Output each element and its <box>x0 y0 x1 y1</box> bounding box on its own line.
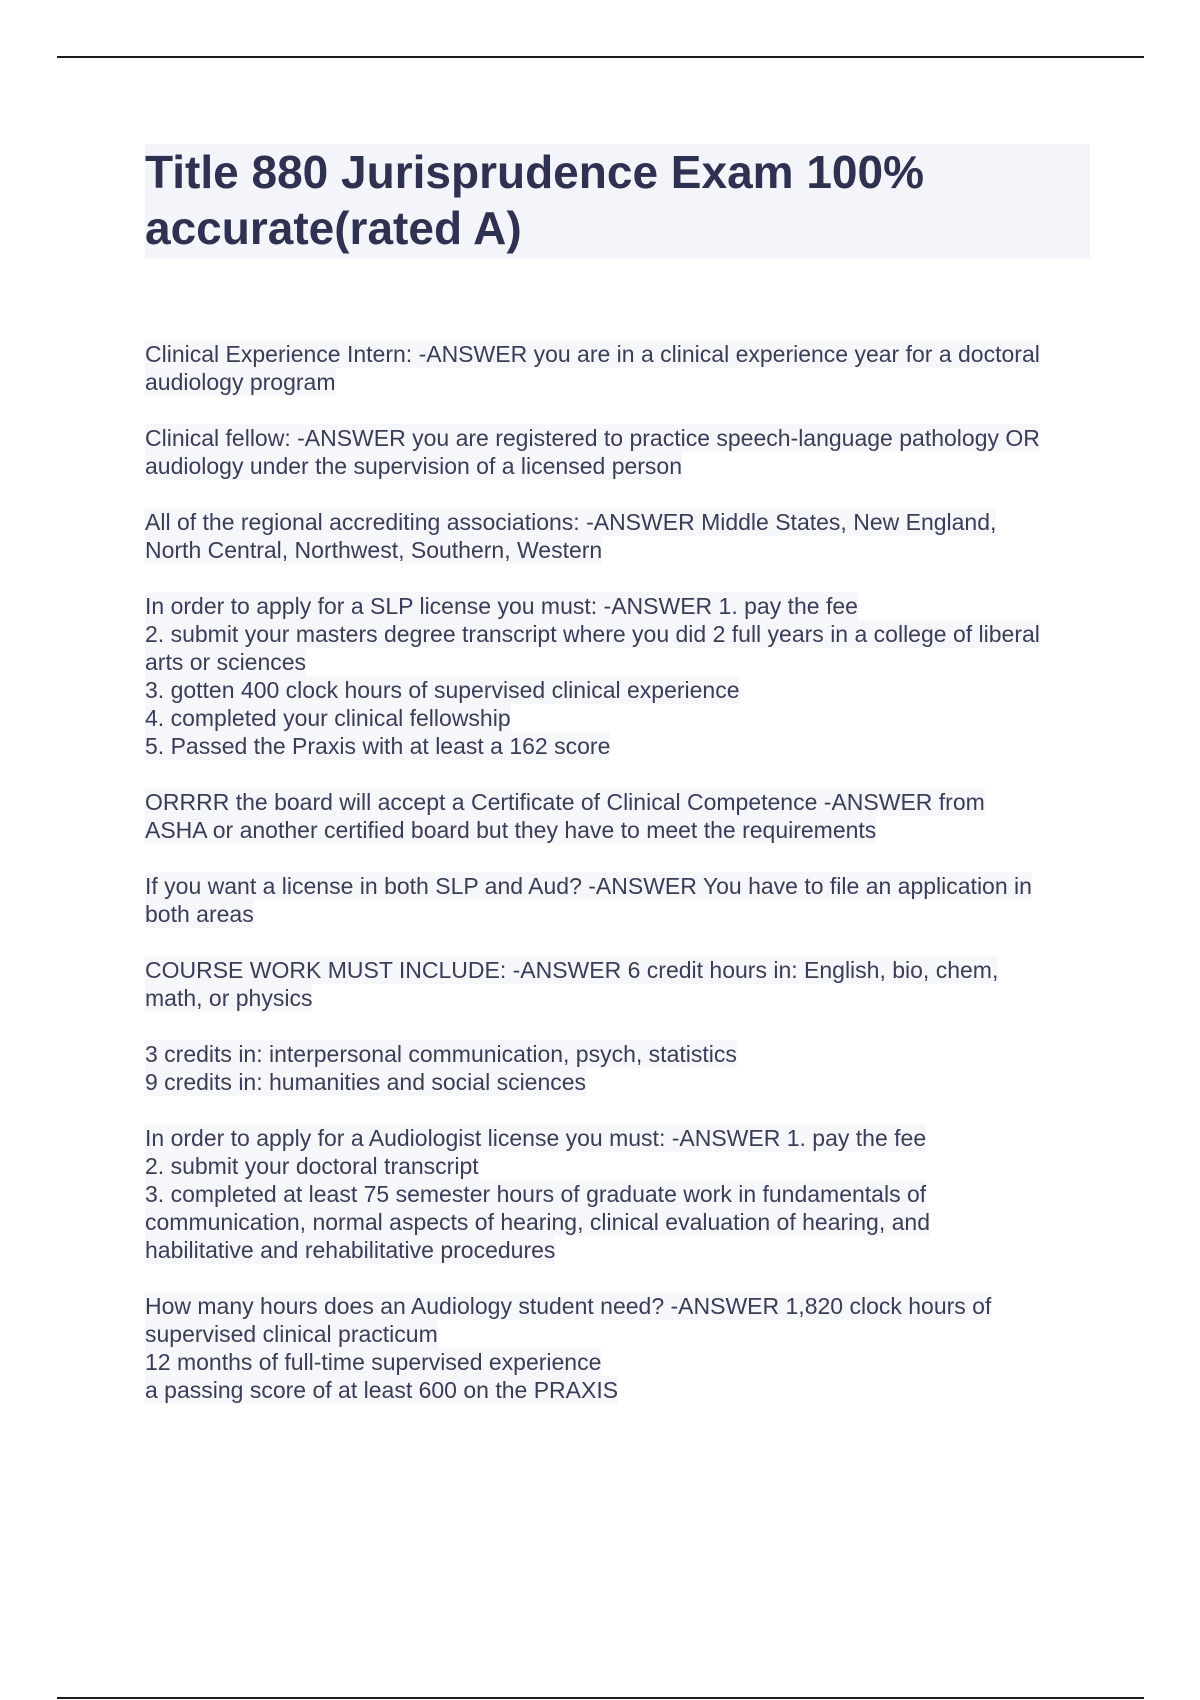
qa-entry-certificate-clinical-competence <box>145 788 1090 844</box>
qa-line: How many hours does an Audiology student need? -ANSWER 1,820 clock hours of <box>145 1293 992 1319</box>
title-line-2: accurate(rated A) <box>145 202 522 254</box>
qa-entry-audiologist-license <box>145 1124 1090 1264</box>
qa-line: ASHA or another certified board but they have to meet the requirements <box>145 817 877 843</box>
document-body <box>145 144 1090 1432</box>
qa-entry-clinical-fellow <box>145 424 1090 480</box>
qa-entry-credits <box>145 1040 1090 1096</box>
qa-line: both areas <box>145 901 254 927</box>
qa-line: 9 credits in: humanities and social sciences <box>145 1069 587 1095</box>
qa-entry-clinical-experience-intern <box>145 340 1090 396</box>
top-rule <box>57 56 1144 58</box>
qa-line: 2. submit your masters degree transcript where you did 2 full years in a college of liberal <box>145 621 1040 647</box>
qa-line: 4. completed your clinical fellowship <box>145 705 511 731</box>
qa-line: audiology program <box>145 369 336 395</box>
title-line-1: Title 880 Jurisprudence Exam 100% <box>145 146 924 198</box>
bottom-rule <box>57 1697 1144 1699</box>
qa-line: 2. submit your doctoral transcript <box>145 1153 479 1179</box>
qa-line: In order to apply for a SLP license you must: -ANSWER 1. pay the fee <box>145 593 858 619</box>
qa-entry-audiology-hours <box>145 1292 1090 1404</box>
qa-line: North Central, Northwest, Southern, Western <box>145 537 603 563</box>
document-title <box>145 144 1090 258</box>
qa-line: 5. Passed the Praxis with at least a 162 score <box>145 733 611 759</box>
qa-line: math, or physics <box>145 985 313 1011</box>
qa-line: supervised clinical practicum <box>145 1321 438 1347</box>
qa-line: a passing score of at least 600 on the PRAXIS <box>145 1377 619 1403</box>
qa-list <box>145 340 1090 1404</box>
qa-line: All of the regional accrediting associations: -ANSWER Middle States, New England, <box>145 509 997 535</box>
qa-line: 3. gotten 400 clock hours of supervised clinical experience <box>145 677 740 703</box>
qa-line: 12 months of full-time supervised experience <box>145 1349 602 1375</box>
qa-line: COURSE WORK MUST INCLUDE: -ANSWER 6 credit hours in: English, bio, chem, <box>145 957 999 983</box>
qa-line: 3. completed at least 75 semester hours of graduate work in fundamentals of <box>145 1181 927 1207</box>
qa-entry-course-work <box>145 956 1090 1012</box>
qa-entry-both-licenses <box>145 872 1090 928</box>
qa-line: In order to apply for a Audiologist license you must: -ANSWER 1. pay the fee <box>145 1125 927 1151</box>
qa-line: communication, normal aspects of hearing, clinical evaluation of hearing, and <box>145 1209 930 1235</box>
qa-line: Clinical fellow: -ANSWER you are registered to practice speech-language pathology OR <box>145 425 1040 451</box>
qa-line: 3 credits in: interpersonal communication, psych, statistics <box>145 1041 737 1067</box>
qa-line: habilitative and rehabilitative procedures <box>145 1237 556 1263</box>
qa-line: If you want a license in both SLP and Aud? -ANSWER You have to file an application in <box>145 873 1032 899</box>
qa-line: arts or sciences <box>145 649 307 675</box>
qa-line: audiology under the supervision of a licensed person <box>145 453 683 479</box>
qa-entry-regional-accrediting <box>145 508 1090 564</box>
qa-line: ORRRR the board will accept a Certificate of Clinical Competence -ANSWER from <box>145 789 985 815</box>
qa-line: Clinical Experience Intern: -ANSWER you are in a clinical experience year for a doctoral <box>145 341 1040 367</box>
qa-entry-slp-license <box>145 592 1090 760</box>
